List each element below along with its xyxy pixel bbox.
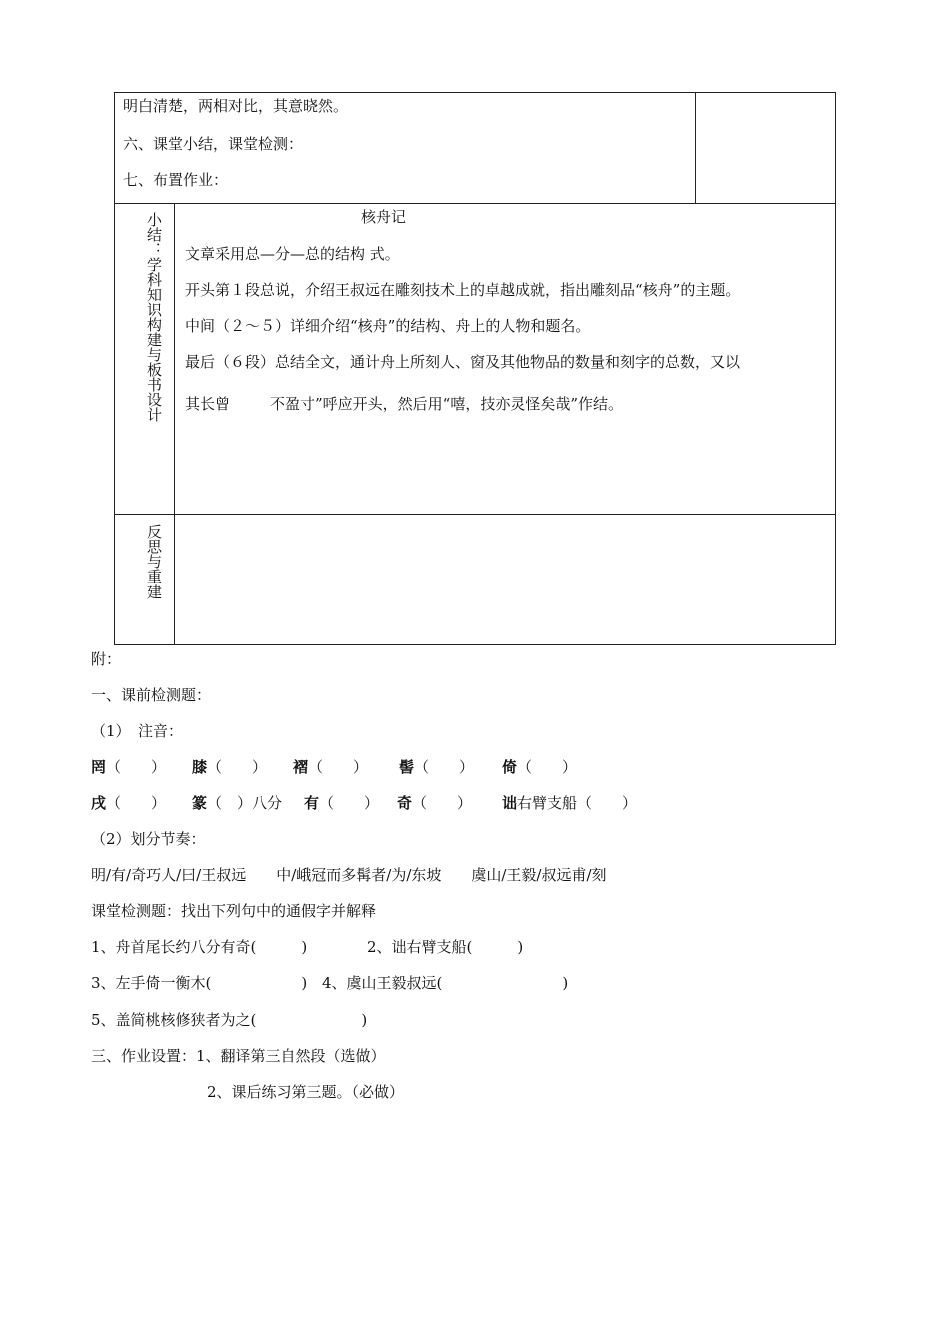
check-item-4: 4、虞山王毅叔远( ) [322,974,569,992]
summary-paragraph-1: 开头第１段总说，介绍王叔远在雕刻技术上的卓越成就，指出雕刻品“核舟”的主题。 [185,281,741,299]
summary-paragraph-2: 中间（２～５）详细介绍“核舟”的结构、舟上的人物和题名。 [185,317,591,335]
top-line-2: 六、课堂小结，课堂检测： [123,135,304,153]
homework-section: 三、作业设置：1、翻译第三自然段（选做） [91,1047,386,1065]
check-item-1: 1、舟首尾长约八分有奇( ) [91,938,308,956]
homework-item-2: 2、课后练习第三题。（必做） [207,1083,405,1101]
summary-paragraph-3: 最后（６段）总结全文，通计舟上所刻人、窗及其他物品的数量和刻字的总数，又以 [185,353,741,371]
pinyin-row-1 [91,756,577,778]
appendix-label: 附： [91,650,122,668]
check-item-2: 2、诎右臂支船( ) [367,938,524,956]
pinyin-item: 奇（ ） [397,794,473,812]
pinyin-item: 髻（ ） [399,758,475,776]
pinyin-item: 诎右臂支船（ ） [502,794,638,812]
top-line-3: 七、布置作业： [123,171,229,189]
pinyin-item: 褶（ ） [293,758,369,776]
check-item-5: 5、盖简桃核修狭者为之( ) [91,1011,368,1029]
pinyin-item: 戌（ ） [91,794,167,812]
rhythm-line: 明/有/奇巧人/曰/王叔远 中/峨冠而多髯者/为/东坡 虞山/王毅/叔远甫/刻 [91,866,607,884]
table-top-divider [695,92,696,204]
pinyin-item: 罔（ ） [91,758,167,776]
check-item-3: 3、左手倚一衡木( ) [91,974,308,992]
top-line-1: 明白清楚，两相对比，其意晓然。 [123,97,349,115]
class-check-title: 课堂检测题：找出下列句中的通假字并解释 [91,902,377,920]
reflection-side-label: 反思与重建 [145,524,163,599]
pinyin-item: 有（ ） [304,794,380,812]
appendix-q2-label: （2）划分节奏： [91,830,206,848]
appendix-section-1: 一、课前检测题： [91,686,212,704]
summary-structure: 文章采用总—分—总的结构 式。 [185,245,400,263]
summary-paragraph-4b: 不盈寸”呼应开头，然后用“嘻，技亦灵怪矣哉”作结。 [270,395,624,413]
table-reflection-section [114,514,836,645]
pinyin-row-2 [91,792,637,814]
pinyin-item: 篆（ ）八分 [192,794,283,812]
pinyin-item: 倚（ ） [502,758,578,776]
summary-paragraph-4a: 其长曾 [185,395,231,413]
summary-title: 核舟记 [361,208,407,226]
summary-side-label: 小结：学科知识构建与板书设计 [145,212,163,422]
appendix-q1-label: （1） 注音： [91,722,184,740]
pinyin-item: 膝（ ） [192,758,268,776]
